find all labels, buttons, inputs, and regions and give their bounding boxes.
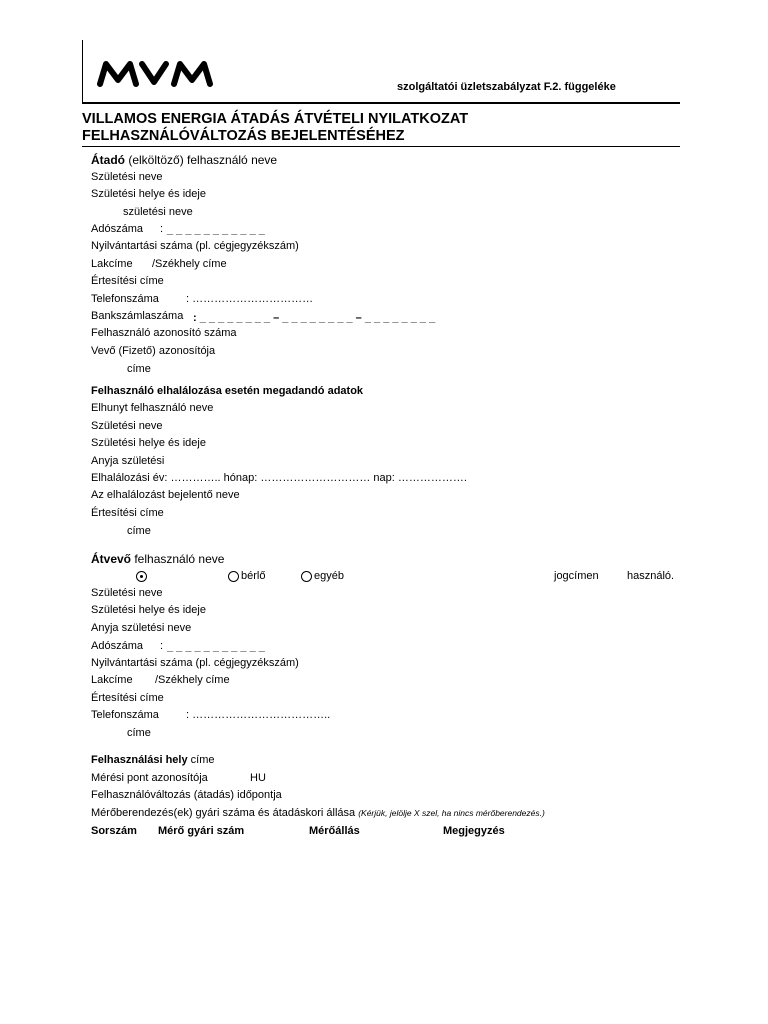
metering-point-label: Mérési pont azonosítója [91,772,208,784]
atado-buyer-id: Vevő (Fizető) azonosítója [91,345,216,357]
atado-buyer-address: címe [127,363,151,375]
document-title-line1: VILLAMOS ENERGIA ÁTADÁS ÁTVÉTELI NYILATKOZAT [82,111,469,127]
death-section-heading: Felhasználó elhalálozása esetén megadandó adatok [91,385,364,397]
header-rule [82,102,680,104]
atado-tax-field[interactable]: _ _ _ _ _ _ _ _ _ _ _ [167,224,265,236]
atado-bank-label: Bankszámlaszáma [91,310,184,322]
atado-notify-address: Értesítési címe [91,275,164,287]
atado-registry: Nyilvántartási száma (pl. cégjegyzékszám) [91,240,299,252]
title-rule [82,146,680,147]
user-label: használó. [627,570,675,582]
tenant-radio[interactable] [228,571,239,582]
death-notify-address: Értesítési címe [91,507,164,519]
atado-mother-name: születési neve [123,206,193,218]
atvevo-heading: Átvevő felhasználó neve [91,552,225,566]
deceased-birth-name: Születési neve [91,420,163,432]
death-date-line[interactable]: Elhalálozási év: ………….. hónap: ………………………… nap: ………………. [91,472,467,484]
other-label: egyéb [314,570,344,582]
atado-phone-field[interactable]: : …………………………… [186,293,314,305]
atvevo-tax-label: Adószáma [91,640,143,652]
deceased-name: Elhunyt felhasználó neve [91,402,214,414]
header-vertical-rule [82,40,83,102]
site-heading: Felhasználási hely címe [91,754,215,766]
change-date-label: Felhasználóváltozás (átadás) időpontja [91,789,282,801]
column-serial: Sorszám [91,825,137,837]
atado-bank-field[interactable]: : _ _ _ _ _ _ _ _ – _ _ _ _ _ _ _ _ – _ _ _ _ _ _ _ _ [193,312,436,324]
atvevo-birth-place: Születési helye és ideje [91,604,206,616]
atado-seat: /Székhely címe [152,258,227,270]
atado-birth-place: Születési helye és ideje [91,188,206,200]
deceased-mother-name: Anyja születési [91,455,165,467]
atado-user-id: Felhasználó azonosító száma [91,327,237,339]
document-title-line2: FELHASZNÁLÓVÁLTOZÁS BEJELENTÉSÉHEZ [82,128,405,144]
atvevo-tax-colon: : [160,640,164,652]
metering-point-prefix: HU [250,772,266,784]
atvevo-address-2: címe [127,727,151,739]
legal-title-label: jogcímen [554,570,599,582]
atado-heading: Átadó (elköltöző) felhasználó neve [91,153,278,167]
atado-tax-label: Adószáma [91,223,143,235]
atvevo-phone-field[interactable]: : ……………………………….. [186,709,331,721]
owner-radio[interactable] [136,571,147,582]
atvevo-registry: Nyilvántartási száma (pl. cégjegyzékszám) [91,657,299,669]
atado-birth-name: Születési neve [91,171,163,183]
atvevo-seat: /Székhely címe [155,674,230,686]
atado-phone-label: Telefonszáma [91,293,159,305]
meter-note: (Kérjük, jelölje X szel, ha nincs mérőberendezés.) [358,808,545,818]
atvevo-birth-name: Születési neve [91,587,163,599]
atado-tax-colon: : [160,223,164,235]
meter-reading-label: Mérőberendezés(ek) gyári száma és átadáskori állása (Kérjük, jelölje X szel, ha nincs mérőberendezés.) [91,807,545,819]
column-meter-number: Mérő gyári szám [158,825,245,837]
death-address: címe [127,525,151,537]
column-meter-reading: Mérőállás [309,825,360,837]
atvevo-notify-address: Értesítési címe [91,692,164,704]
mvm-logo [96,58,214,88]
death-reporter-name: Az elhalálozást bejelentő neve [91,489,240,501]
other-radio[interactable] [301,571,312,582]
column-remark: Megjegyzés [443,825,505,837]
deceased-birth-place: Születési helye és ideje [91,437,206,449]
appendix-label: szolgáltatói üzletszabályzat F.2. függeléke [397,81,616,93]
atvevo-tax-field[interactable]: _ _ _ _ _ _ _ _ _ _ _ [167,641,265,653]
atvevo-mother-name: Anyja születési neve [91,622,192,634]
tenant-label: bérlő [241,570,266,582]
atvevo-phone-label: Telefonszáma [91,709,159,721]
atado-address: Lakcíme [91,258,133,270]
atvevo-address: Lakcíme [91,674,133,686]
